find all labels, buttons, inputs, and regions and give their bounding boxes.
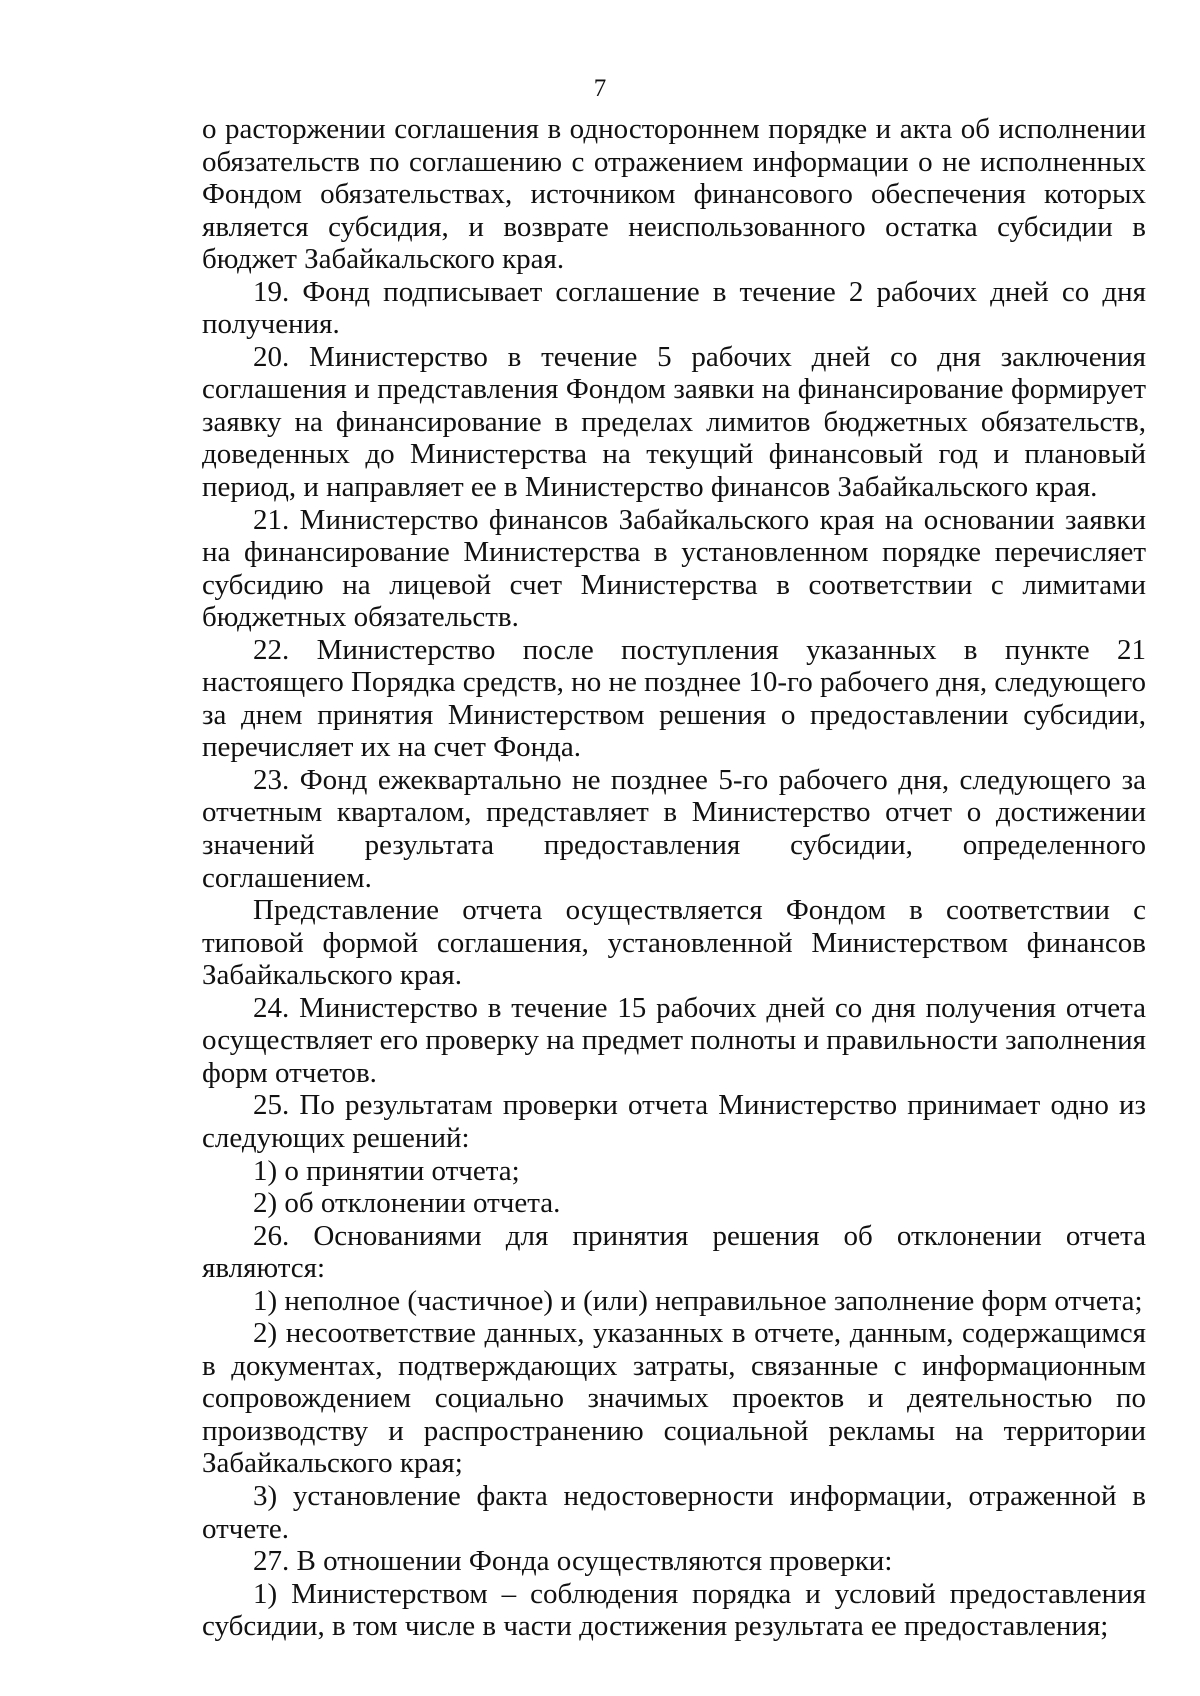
paragraph-25: 25. По результатам проверки отчета Министерство принимает одно из следующих решений: <box>202 1089 1146 1154</box>
paragraph-22: 22. Министерство после поступления указанных в пункте 21 настоящего Порядка средств, но не позднее 10-го рабочего дня, следующего за днем принятия Министерством решения о предоставлении субсидии, перечисляет их на счет Фонда. <box>202 633 1146 764</box>
paragraph-continuation: о расторжении соглашения в одностороннем порядке и акта об исполнении обязательств по соглашению с отражением информации о не исполненных Фондом обязательствах, источником финансового обеспечения которых является субсидия, и возврате неиспользованного остатка субсидии в бюджет Забайкальского края. <box>202 113 1146 276</box>
paragraph-25-item-1: 1) о принятии отчета; <box>253 1154 520 1187</box>
paragraph-26-item-2: 2) несоответствие данных, указанных в отчете, данным, содержащимся в документах, подтверждающих затраты, связанные с информационным сопровождением социально значимых проектов и деятельностью по производству и распространению социальной рекламы на территории Забайкальского края; <box>202 1317 1146 1480</box>
paragraph-24: 24. Министерство в течение 15 рабочих дней со дня получения отчета осуществляет его проверку на предмет полноты и правильности заполнения форм отчетов. <box>202 991 1146 1089</box>
paragraph-26: 26. Основаниями для принятия решения об отклонении отчета являются: <box>202 1219 1146 1285</box>
paragraph-19: 19. Фонд подписывает соглашение в течение 2 рабочих дней со дня получения. <box>202 275 1146 341</box>
document-body <box>202 113 1146 1643</box>
paragraph-26-item-1: 1) неполное (частичное) и (или) неправильное заполнение форм отчета; <box>253 1284 1143 1317</box>
paragraph-21: 21. Министерство финансов Забайкальского края на основании заявки на финансирование Министерства в установленном порядке перечисляет субсидию на лицевой счет Министерства в соответствии с лимитами бюджетных обязательств. <box>202 503 1146 634</box>
paragraph-25-item-2: 2) об отклонении отчета. <box>253 1187 561 1220</box>
paragraph-26-item-3: 3) установление факта недостоверности информации, отраженной в отчете. <box>202 1479 1146 1545</box>
paragraph-20: 20. Министерство в течение 5 рабочих дней со дня заключения соглашения и представления Фондом заявки на финансирование формирует заявку на финансирование в пределах лимитов бюджетных обязательств, доведенных до Министерства на текущий финансовый год и плановый период, и направляет ее в Министерство финансов Забайкальского края. <box>202 340 1146 504</box>
paragraph-23: 23. Фонд ежеквартально не позднее 5-го рабочего дня, следующего за отчетным кварталом, представляет в Министерство отчет о достижении значений результата предоставления субсидии, определенного соглашением. <box>202 763 1146 894</box>
paragraph-27-item-1: 1) Министерством – соблюдения порядка и условий предоставления субсидии, в том числе в части достижения результата ее предоставления; <box>202 1577 1146 1643</box>
paragraph-27: 27. В отношении Фонда осуществляются проверки: <box>253 1545 893 1578</box>
page-number: 7 <box>593 75 607 102</box>
paragraph-23-report-form: Представление отчета осуществляется Фондом в соответствии с типовой формой соглашения, установленной Министерством финансов Забайкальского края. <box>202 894 1146 992</box>
